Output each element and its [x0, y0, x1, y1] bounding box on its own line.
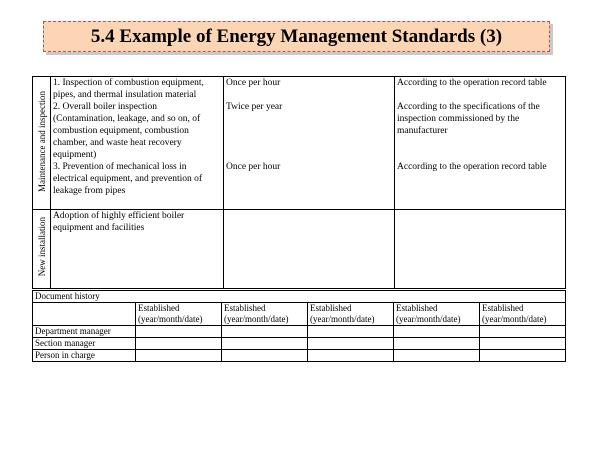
- frequency-1: Once per hour: [226, 78, 281, 88]
- method-3: According to the operation record table: [397, 162, 547, 172]
- maintenance-item-3: 3. Prevention of mechanical loss in electrical equipment, and prevention of leakage from pipes: [53, 162, 203, 196]
- maintenance-row: [33, 77, 566, 210]
- history-col-4: Established (year/month/date): [394, 303, 480, 326]
- new-installation-row: [33, 210, 566, 289]
- new-installation-method: [395, 210, 566, 289]
- maintenance-label-cell: [33, 77, 51, 210]
- history-row-section-manager: [33, 338, 566, 350]
- maintenance-method-cell: [395, 77, 566, 210]
- history-cell: [394, 350, 480, 362]
- energy-standards-table: [32, 76, 566, 289]
- history-cell: [394, 338, 480, 350]
- history-cell: [222, 350, 308, 362]
- history-cell: [480, 326, 566, 338]
- row-label-department-manager: Department manager: [33, 326, 136, 338]
- maintenance-item-2: 2. Overall boiler inspection (Contamination, leakage, and so on, of combustion equipment, combustion chamber, and waste heat recovery equipment): [53, 102, 201, 160]
- maintenance-frequency-cell: [224, 77, 395, 210]
- maintenance-item-1: 1. Inspection of combustion equipment, pipes, and thermal insulation material: [53, 78, 204, 100]
- history-cell: [480, 338, 566, 350]
- history-row-department-manager: [33, 326, 566, 338]
- new-installation-label: New installation: [36, 217, 47, 277]
- history-cell: [394, 326, 480, 338]
- history-col-3: Established (year/month/date): [308, 303, 394, 326]
- page-title: 5.4 Example of Energy Management Standards (3): [43, 21, 550, 52]
- method-1: According to the operation record table: [397, 78, 547, 88]
- history-row-person-in-charge: [33, 350, 566, 362]
- history-cell: [308, 338, 394, 350]
- new-installation-label-cell: [33, 210, 51, 289]
- history-col-1: Established (year/month/date): [136, 303, 222, 326]
- history-cell: [136, 350, 222, 362]
- history-cell: [308, 350, 394, 362]
- maintenance-label: Maintenance and inspection: [36, 90, 47, 192]
- history-cell: [136, 326, 222, 338]
- maintenance-items-cell: [51, 77, 224, 210]
- history-col-5: Established (year/month/date): [480, 303, 566, 326]
- document-history-table: [32, 290, 566, 362]
- frequency-3: Once per hour: [226, 162, 281, 172]
- history-cell: [480, 350, 566, 362]
- frequency-2: Twice per year: [226, 102, 283, 112]
- row-label-person-in-charge: Person in charge: [33, 350, 136, 362]
- history-corner-cell: [33, 303, 136, 326]
- history-title-row: [33, 291, 566, 303]
- history-cell: [308, 326, 394, 338]
- new-installation-item: Adoption of highly efficient boiler equipment and facilities: [51, 210, 224, 289]
- row-label-section-manager: Section manager: [33, 338, 136, 350]
- method-2: According to the specifications of the inspection commissioned by the manufacturer: [397, 102, 540, 136]
- history-cell: [136, 338, 222, 350]
- document-history-label: Document history: [33, 291, 566, 303]
- history-cell: [222, 338, 308, 350]
- history-cell: [222, 326, 308, 338]
- new-installation-frequency: [224, 210, 395, 289]
- history-header-row: [33, 303, 566, 326]
- history-col-2: Established (year/month/date): [222, 303, 308, 326]
